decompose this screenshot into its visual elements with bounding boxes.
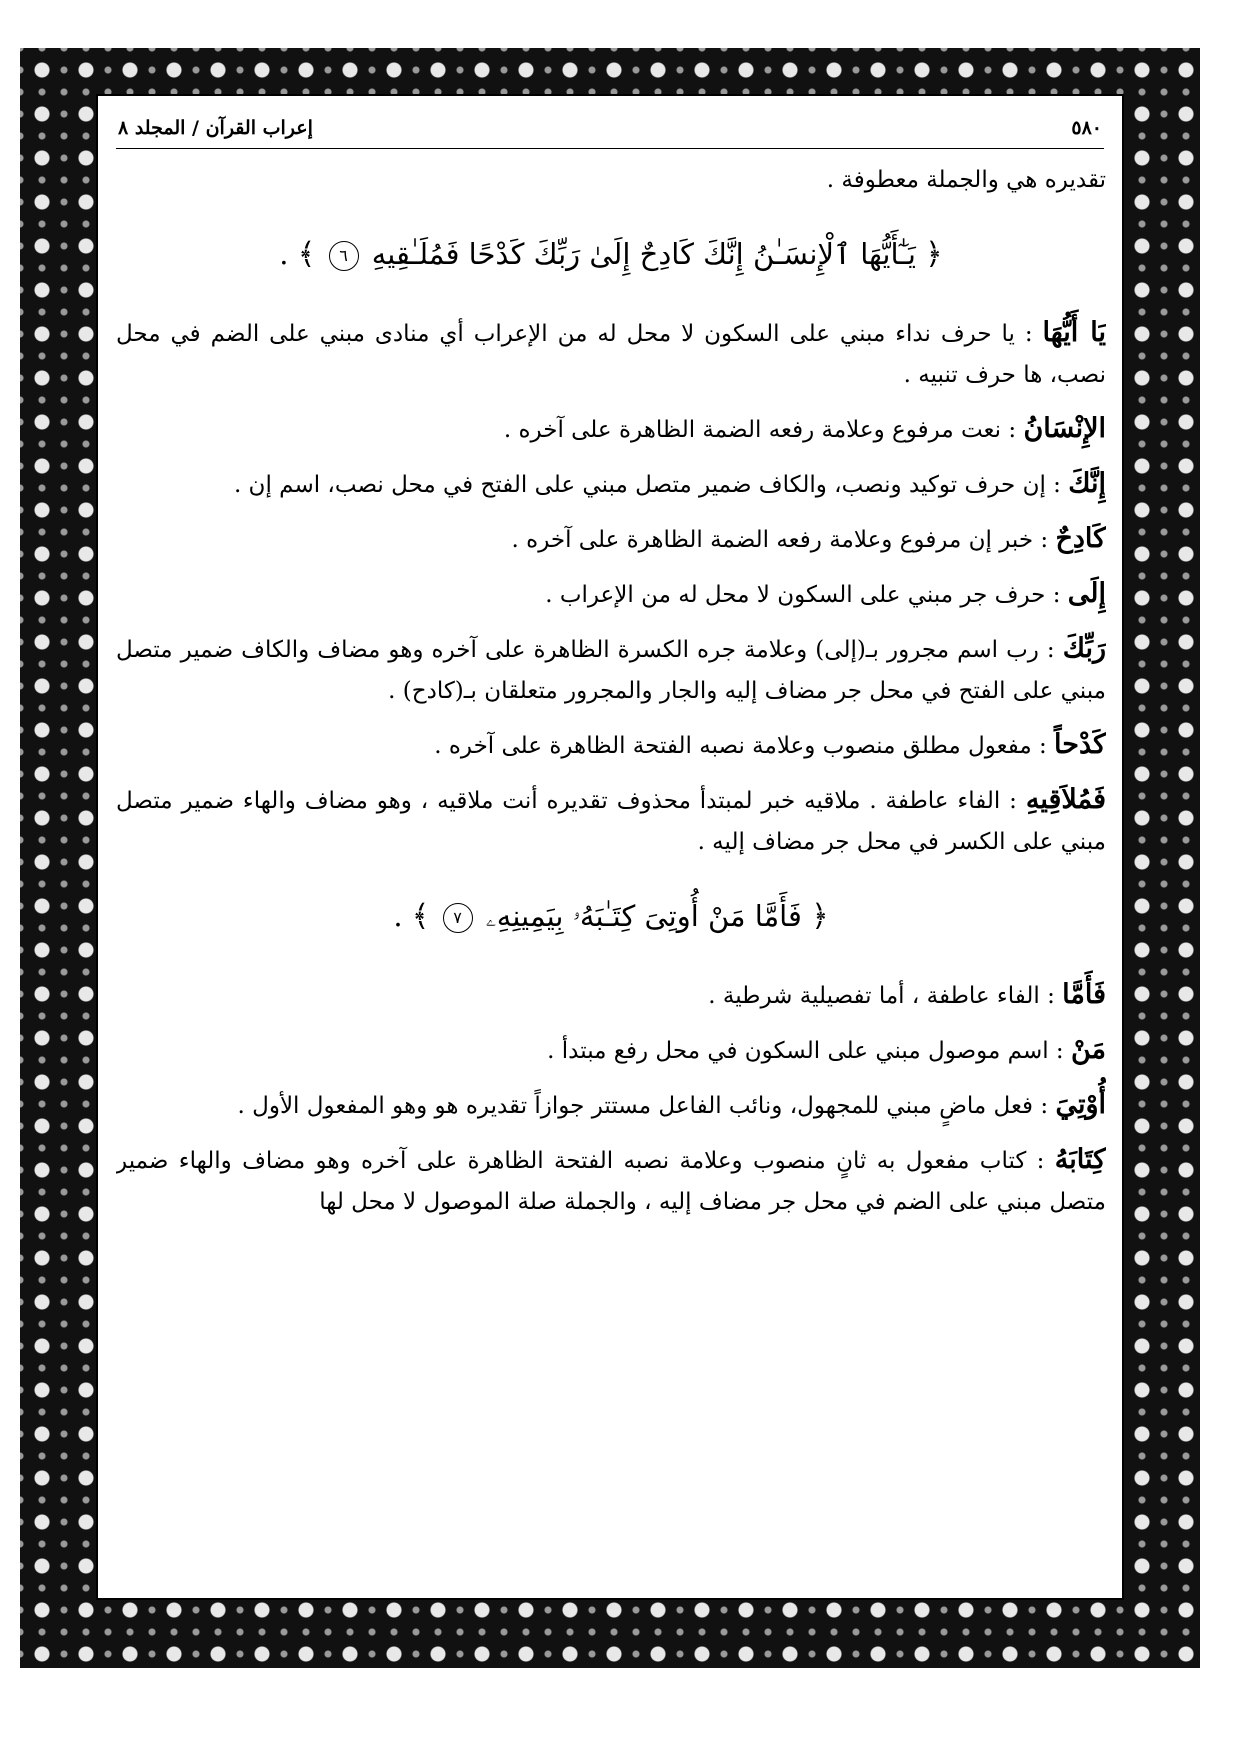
entry-text: : مفعول مطلق منصوب وعلامة نصبه الفتحة الظاهرة على آخره . bbox=[434, 733, 1055, 759]
entry-text: : حرف جر مبني على السكون لا محل له من الإعراب . bbox=[545, 582, 1068, 608]
entry-al-insan bbox=[116, 408, 1106, 451]
verse-text: يَـٰٓأَيُّهَا ٱلْإِنسَـٰنُ إِنَّكَ كَادِحٌ إِلَىٰ رَبِّكَ كَدْحًا فَمُلَـٰقِيهِ bbox=[371, 237, 916, 271]
verse-period: . bbox=[279, 237, 289, 271]
verse-period: . bbox=[393, 899, 403, 933]
entry-rabbika bbox=[116, 628, 1106, 712]
entry-text: : خبر إن مرفوع وعلامة رفعه الضمة الظاهرة على آخره . bbox=[511, 527, 1056, 553]
verse-text: فَأَمَّا مَنْ أُوتِىَ كِتَـٰبَهُۥ بِيَمِينِهِۦ bbox=[485, 899, 802, 933]
entry-term: أُوْتِيَ bbox=[1055, 1089, 1106, 1120]
entry-term: كَدْحاً bbox=[1054, 729, 1106, 760]
entry-text: : يا حرف نداء مبني على السكون لا محل له من الإعراب أي منادى مبني على الضم في محل نصب، ها حرف تنبيه . bbox=[116, 321, 1106, 388]
header-divider bbox=[116, 148, 1104, 149]
entry-text: : فعل ماضٍ مبني للمجهول، ونائب الفاعل مستتر جوازاً تقديره هو وهو المفعول الأول . bbox=[237, 1093, 1056, 1119]
entry-faamma bbox=[116, 974, 1106, 1017]
verse-6 bbox=[116, 229, 1106, 280]
entry-innaka bbox=[116, 463, 1106, 506]
entry-term: إِلَى bbox=[1067, 578, 1106, 609]
verse-close-bracket: ﴾ bbox=[411, 899, 430, 934]
entry-utiya bbox=[116, 1084, 1106, 1127]
entry-text: : كتاب مفعول به ثانٍ منصوب وعلامة نصبه الفتحة الظاهرة على آخره وهو مضاف والهاء ضمير متصل مبني على الضم في محل جر مضاف إليه ، والجملة صلة الموصول لا محل لها bbox=[116, 1148, 1106, 1215]
verse-open-bracket: ﴿ bbox=[811, 899, 829, 934]
entry-term: مَنْ bbox=[1070, 1034, 1106, 1065]
entry-term: كِتَابَهُ bbox=[1054, 1144, 1106, 1175]
entry-ila bbox=[116, 573, 1106, 616]
entry-term: رَبِّكَ bbox=[1062, 633, 1106, 664]
verse-open-bracket: ﴿ bbox=[925, 237, 943, 272]
entry-term: فَأَمَّا bbox=[1062, 979, 1106, 1010]
entry-text: : نعت مرفوع وعلامة رفعه الضمة الظاهرة على آخره . bbox=[503, 417, 1024, 443]
ayah-number-marker: ٧ bbox=[443, 903, 473, 933]
entry-man bbox=[116, 1029, 1106, 1072]
entry-kitabahu bbox=[116, 1139, 1106, 1223]
ayah-number-marker: ٦ bbox=[329, 241, 359, 271]
verse-close-bracket: ﴾ bbox=[297, 237, 316, 272]
entry-term: إِنَّكَ bbox=[1068, 468, 1106, 499]
entry-term: يَا أَيُّهَا bbox=[1042, 317, 1106, 348]
entry-term: الإِنْسَانُ bbox=[1023, 413, 1106, 444]
entry-term: فَمُلاَقِيهِ bbox=[1025, 784, 1106, 815]
page-number: ٥٨٠ bbox=[1071, 117, 1102, 139]
entry-text: : الفاء عاطفة . ملاقيه خبر لمبتدأ محذوف تقديره أنت ملاقيه ، وهو مضاف والهاء ضمير متصل مبني على الكسر في محل جر مضاف إليه . bbox=[116, 788, 1106, 855]
entry-kadih bbox=[116, 518, 1106, 561]
entry-kadhan bbox=[116, 724, 1106, 767]
book-title: إعراب القرآن / المجلد ٨ bbox=[118, 117, 313, 139]
entry-ya-ayyuha bbox=[116, 312, 1106, 396]
page-header bbox=[96, 110, 1124, 146]
page-content bbox=[116, 160, 1106, 1585]
entry-text: : الفاء عاطفة ، أما تفصيلية شرطية . bbox=[708, 983, 1063, 1009]
entry-famulaqihi bbox=[116, 779, 1106, 863]
entry-text: : رب اسم مجرور بـ(إلى) وعلامة جره الكسرة الظاهرة على آخره وهو مضاف والكاف ضمير متصل مبني على الفتح في محل جر مضاف إليه والجار والمجرور متعلقان بـ(كادح) . bbox=[116, 637, 1106, 704]
entry-text: : إن حرف توكيد ونصب، والكاف ضمير متصل مبني على الفتح في محل نصب، اسم إن . bbox=[233, 472, 1069, 498]
entry-text: : اسم موصول مبني على السكون في محل رفع مبتدأ . bbox=[547, 1038, 1071, 1064]
verse-7 bbox=[116, 891, 1106, 942]
intro-line: تقديره هي والجملة معطوفة . bbox=[826, 167, 1106, 193]
entry-term: كَادِحٌ bbox=[1055, 523, 1106, 554]
